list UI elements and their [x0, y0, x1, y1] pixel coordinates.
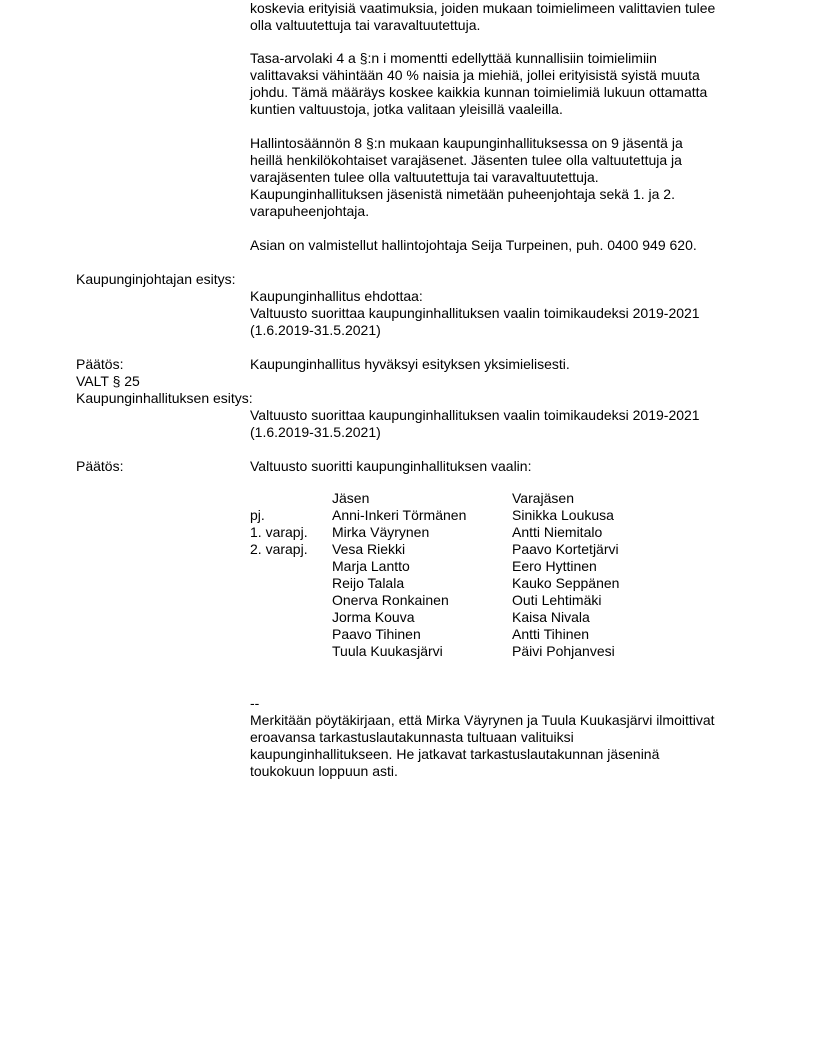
- role-cell: [250, 609, 332, 626]
- deputy-cell: Päivi Pohjanvesi: [512, 643, 615, 659]
- member-cell: Jorma Kouva: [332, 609, 415, 625]
- deputy-cell: Sinikka Loukusa: [512, 507, 614, 523]
- text-line: Tasa-arvolaki 4 a §:n i momentti edellyttää kunnallisiin toimielimiin: [250, 50, 657, 66]
- text-line: Kaupunginhallituksen jäsenistä nimetään puheenjohtaja sekä 1. ja 2.: [250, 186, 675, 202]
- separator: --: [250, 695, 260, 711]
- member-cell: Vesa Riekki: [332, 541, 406, 557]
- table-row: [250, 592, 619, 609]
- member-cell: Tuula Kuukasjärvi: [332, 643, 443, 659]
- table-row: [250, 643, 619, 660]
- role-cell: pj.: [250, 507, 265, 523]
- role-cell: [250, 643, 332, 660]
- member-cell: Anni-Inkeri Törmänen: [332, 507, 467, 523]
- proposal-line: Valtuusto suorittaa kaupunginhallituksen vaalin toimikaudeksi 2019-2021: [250, 305, 700, 321]
- role-cell: [250, 558, 332, 575]
- member-cell: Mirka Väyrynen: [332, 524, 430, 540]
- table-header-row: [250, 490, 619, 507]
- section-label-mayor-proposal: Kaupunginjohtajan esitys:: [76, 271, 236, 287]
- table-row: [250, 558, 619, 575]
- text-line: valittavaksi vähintään 40 % naisia ja miehiä, jollei erityisistä syistä muuta: [250, 67, 700, 83]
- text-line: toukokuun loppuun asti.: [250, 763, 398, 779]
- deputy-cell: Kauko Seppänen: [512, 575, 620, 591]
- table-row: [250, 507, 619, 524]
- proposal-line: (1.6.2019-31.5.2021): [250, 322, 381, 338]
- member-cell: Marja Lantto: [332, 558, 410, 574]
- table-row: [250, 541, 619, 558]
- text-line: heillä henkilökohtaiset varajäsenet. Jäsenten tulee olla valtuutettuja ja: [250, 152, 682, 168]
- role-cell: [250, 626, 332, 643]
- role-cell: 2. varapj.: [250, 541, 308, 557]
- deputy-cell: Eero Hyttinen: [512, 558, 597, 574]
- proposal-line: Kaupunginhallitus ehdottaa:: [250, 288, 423, 304]
- role-cell: [250, 592, 332, 609]
- member-cell: Paavo Tihinen: [332, 626, 421, 642]
- text-line: kaupunginhallitukseen. He jatkavat tarkastuslautakunnan jäseninä: [250, 746, 660, 762]
- deputy-header: Varajäsen: [512, 490, 575, 506]
- text-line: johdu. Tämä määräys koskee kaikkia kunnan toimielimiä lukuun ottamatta: [250, 84, 708, 100]
- member-cell: Reijo Talala: [332, 575, 405, 591]
- text-line: eroavansa tarkastuslautakunnasta tultuaan valituiksi: [250, 729, 574, 745]
- deputy-cell: Antti Niemitalo: [512, 524, 603, 540]
- text-line: varajäsenten tulee olla valtuutettuja tai varavaltuutettuja.: [250, 169, 599, 185]
- member-cell: Onerva Ronkainen: [332, 592, 449, 608]
- text-line: Merkitään pöytäkirjaan, että Mirka Väyrynen ja Tuula Kuukasjärvi ilmoittivat: [250, 712, 715, 728]
- text-line: olla valtuutettuja tai varavaltuutettuja.: [250, 17, 481, 33]
- section-label-decision: Päätös:: [76, 356, 124, 372]
- role-header: [250, 490, 332, 507]
- section-number: VALT § 25: [76, 373, 140, 389]
- text-line: kuntien valtuustoja, jotka valitaan yleisillä vaaleilla.: [250, 101, 563, 117]
- decision-text: Valtuusto suoritti kaupunginhallituksen vaalin:: [250, 458, 532, 474]
- text-line: koskevia erityisiä vaatimuksia, joiden mukaan toimielimeen valittavien tulee: [250, 0, 716, 16]
- text-line: varapuheenjohtaja.: [250, 203, 370, 219]
- table-row: [250, 524, 619, 541]
- proposal-line: Valtuusto suorittaa kaupunginhallituksen vaalin toimikaudeksi 2019-2021: [250, 407, 700, 423]
- preparer-line: Asian on valmistellut hallintojohtaja Seija Turpeinen, puh. 0400 949 620.: [250, 237, 697, 253]
- deputy-cell: Kaisa Nivala: [512, 609, 590, 625]
- deputy-cell: Antti Tihinen: [512, 626, 590, 642]
- role-cell: [250, 575, 332, 592]
- section-label-decision: Päätös:: [76, 458, 124, 474]
- role-cell: 1. varapj.: [250, 524, 308, 540]
- text-line: Hallintosäännön 8 §:n mukaan kaupunginhallituksessa on 9 jäsentä ja: [250, 135, 683, 151]
- proposal-line: (1.6.2019-31.5.2021): [250, 424, 381, 440]
- table-row: [250, 609, 619, 626]
- table-row: [250, 575, 619, 592]
- table-row: [250, 626, 619, 643]
- deputy-cell: Paavo Kortetjärvi: [512, 541, 619, 557]
- deputy-cell: Outi Lehtimäki: [512, 592, 602, 608]
- member-header: Jäsen: [332, 490, 370, 506]
- decision-text: Kaupunginhallitus hyväksyi esityksen yksimielisesti.: [250, 356, 570, 372]
- members-table: [250, 490, 619, 660]
- section-label-board-proposal: Kaupunginhallituksen esitys:: [76, 390, 253, 406]
